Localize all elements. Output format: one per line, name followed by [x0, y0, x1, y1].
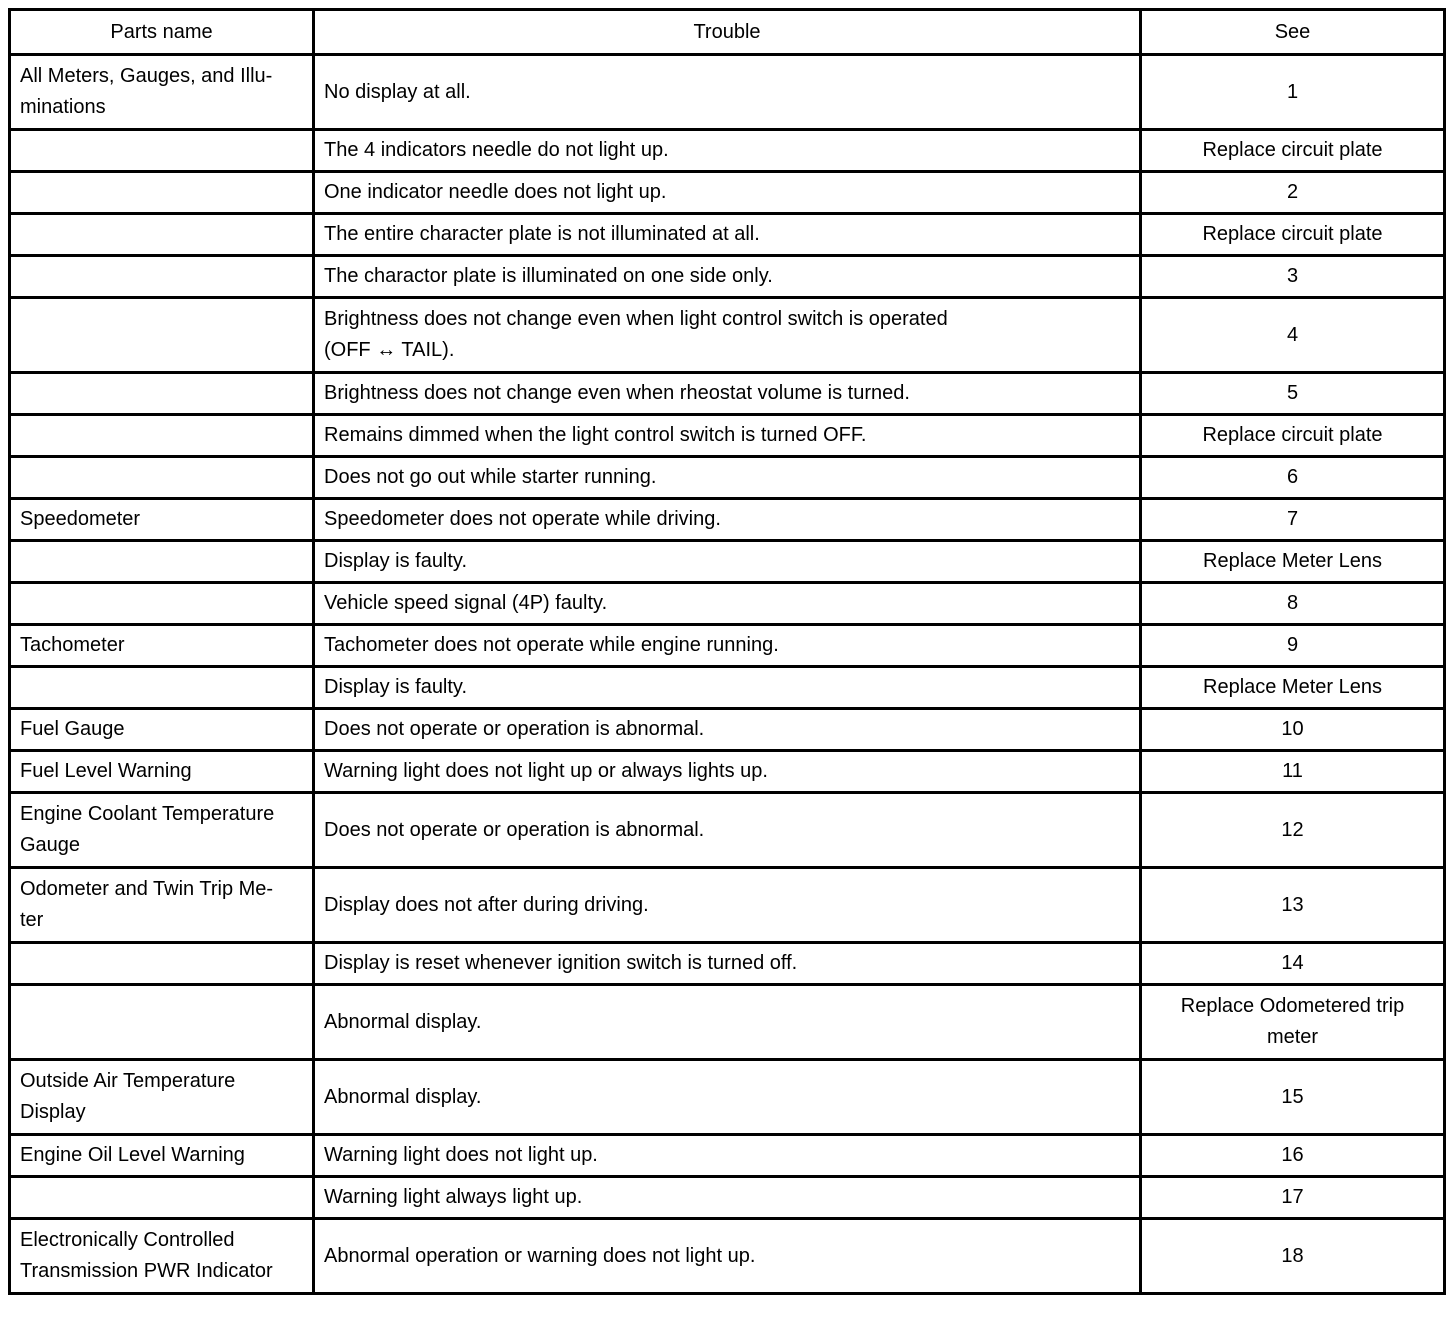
see-reference-cell: 6 [1141, 457, 1445, 499]
trouble-cell: Does not go out while starter running. [314, 457, 1141, 499]
trouble-cell: Warning light does not light up or always lights up. [314, 751, 1141, 793]
see-reference-cell: 7 [1141, 499, 1445, 541]
header-trouble: Trouble [314, 10, 1141, 55]
trouble-cell: The entire character plate is not illuminated at all. [314, 214, 1141, 256]
parts-name-cell: Engine Oil Level Warning [10, 1135, 314, 1177]
see-reference-cell: 14 [1141, 943, 1445, 985]
parts-name-cell [10, 415, 314, 457]
table-row [10, 172, 1445, 214]
table-row [10, 541, 1445, 583]
trouble-cell: One indicator needle does not light up. [314, 172, 1141, 214]
parts-name-cell [10, 541, 314, 583]
see-reference-cell: 9 [1141, 625, 1445, 667]
see-reference-cell: Replace circuit plate [1141, 214, 1445, 256]
trouble-cell: The charactor plate is illuminated on one side only. [314, 256, 1141, 298]
see-reference-cell: 8 [1141, 583, 1445, 625]
table-body [10, 55, 1445, 1294]
table-row [10, 457, 1445, 499]
parts-name-cell [10, 298, 314, 373]
see-reference-cell: 11 [1141, 751, 1445, 793]
see-reference-cell: 12 [1141, 793, 1445, 868]
parts-name-cell [10, 457, 314, 499]
table-row [10, 709, 1445, 751]
parts-name-cell [10, 130, 314, 172]
table-row [10, 868, 1445, 943]
table-row [10, 1177, 1445, 1219]
trouble-cell: Does not operate or operation is abnormal. [314, 709, 1141, 751]
parts-name-cell: Speedometer [10, 499, 314, 541]
trouble-cell: Warning light does not light up. [314, 1135, 1141, 1177]
parts-name-cell [10, 943, 314, 985]
trouble-cell: Brightness does not change even when light control switch is operated (OFF ↔ TAIL). [314, 298, 1141, 373]
table-row [10, 298, 1445, 373]
see-reference-cell: Replace Meter Lens [1141, 667, 1445, 709]
table-row [10, 667, 1445, 709]
parts-name-cell: Odometer and Twin Trip Me- ter [10, 868, 314, 943]
parts-name-cell [10, 256, 314, 298]
table-row [10, 1219, 1445, 1294]
see-reference-cell: 16 [1141, 1135, 1445, 1177]
see-reference-cell: 13 [1141, 868, 1445, 943]
trouble-cell: Abnormal display. [314, 1060, 1141, 1135]
see-reference-cell: Replace circuit plate [1141, 130, 1445, 172]
table-row [10, 373, 1445, 415]
parts-name-cell: Engine Coolant Temperature Gauge [10, 793, 314, 868]
table-header [10, 10, 1445, 55]
trouble-table [8, 8, 1446, 1295]
see-reference-cell: 5 [1141, 373, 1445, 415]
see-reference-cell: 15 [1141, 1060, 1445, 1135]
trouble-cell: The 4 indicators needle do not light up. [314, 130, 1141, 172]
header-row [10, 10, 1445, 55]
trouble-cell: Abnormal operation or warning does not light up. [314, 1219, 1141, 1294]
trouble-cell: Display is faulty. [314, 541, 1141, 583]
table-row [10, 1060, 1445, 1135]
table-row [10, 943, 1445, 985]
see-reference-cell: 1 [1141, 55, 1445, 130]
see-reference-cell: 4 [1141, 298, 1445, 373]
parts-name-cell [10, 667, 314, 709]
header-see: See [1141, 10, 1445, 55]
table-row [10, 415, 1445, 457]
see-reference-cell: 18 [1141, 1219, 1445, 1294]
parts-name-cell: Outside Air Temperature Display [10, 1060, 314, 1135]
parts-name-cell [10, 1177, 314, 1219]
see-reference-cell: 3 [1141, 256, 1445, 298]
see-reference-cell: Replace circuit plate [1141, 415, 1445, 457]
trouble-cell: Brightness does not change even when rheostat volume is turned. [314, 373, 1141, 415]
parts-name-cell [10, 583, 314, 625]
trouble-cell: Speedometer does not operate while driving. [314, 499, 1141, 541]
header-parts-name: Parts name [10, 10, 314, 55]
parts-name-cell [10, 214, 314, 256]
see-reference-cell: 2 [1141, 172, 1445, 214]
table-row [10, 55, 1445, 130]
table-row [10, 256, 1445, 298]
trouble-cell: Abnormal display. [314, 985, 1141, 1060]
table-row [10, 214, 1445, 256]
parts-name-cell [10, 985, 314, 1060]
see-reference-cell: Replace Odometered trip meter [1141, 985, 1445, 1060]
see-reference-cell: Replace Meter Lens [1141, 541, 1445, 583]
table-row [10, 499, 1445, 541]
trouble-cell: No display at all. [314, 55, 1141, 130]
table-row [10, 625, 1445, 667]
table-row [10, 793, 1445, 868]
trouble-cell: Vehicle speed signal (4P) faulty. [314, 583, 1141, 625]
parts-name-cell: Fuel Level Warning [10, 751, 314, 793]
table-row [10, 751, 1445, 793]
trouble-cell: Remains dimmed when the light control switch is turned OFF. [314, 415, 1141, 457]
trouble-cell: Does not operate or operation is abnormal. [314, 793, 1141, 868]
table-row [10, 130, 1445, 172]
parts-name-cell [10, 172, 314, 214]
parts-name-cell: Fuel Gauge [10, 709, 314, 751]
parts-name-cell: Electronically Controlled Transmission PWR Indicator [10, 1219, 314, 1294]
see-reference-cell: 10 [1141, 709, 1445, 751]
trouble-cell: Display does not after during driving. [314, 868, 1141, 943]
table-row [10, 583, 1445, 625]
table-row [10, 985, 1445, 1060]
trouble-cell: Warning light always light up. [314, 1177, 1141, 1219]
trouble-cell: Display is faulty. [314, 667, 1141, 709]
parts-name-cell [10, 373, 314, 415]
trouble-cell: Tachometer does not operate while engine running. [314, 625, 1141, 667]
see-reference-cell: 17 [1141, 1177, 1445, 1219]
parts-name-cell: All Meters, Gauges, and Illu- minations [10, 55, 314, 130]
trouble-cell: Display is reset whenever ignition switch is turned off. [314, 943, 1141, 985]
parts-name-cell: Tachometer [10, 625, 314, 667]
table-row [10, 1135, 1445, 1177]
